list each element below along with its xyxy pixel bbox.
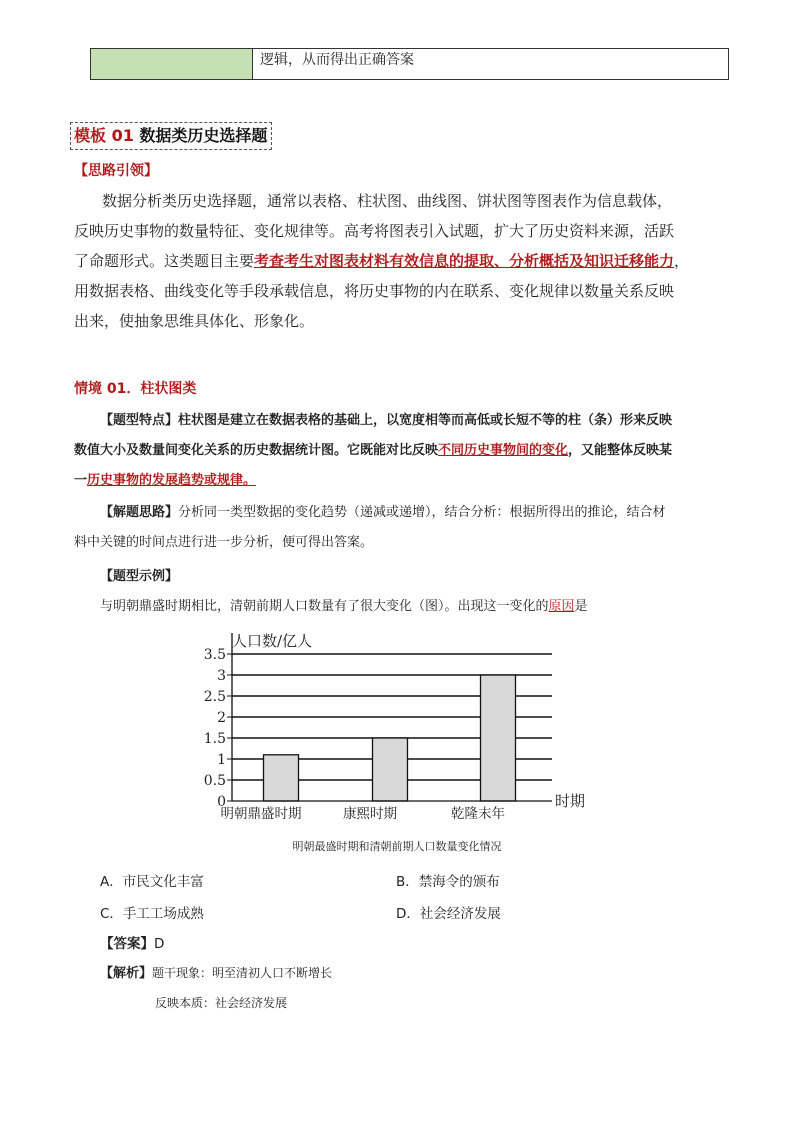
chart-bar (481, 675, 516, 801)
question-line: 与明朝鼎盛时期相比，清朝前期人口数量有了很大变化（图）。出现这一变化的 (100, 599, 549, 614)
chart-caption: 明朝最盛时期和清朝前期人口数量变化情况 (292, 840, 502, 853)
guide-paragraph (74, 186, 734, 336)
guide-line-5: 出来，使抽象思维具体化、形象化。 (74, 312, 315, 330)
template-name: 数据类历史选择题 (139, 126, 268, 145)
chart-bar (373, 738, 408, 801)
template-title (70, 122, 272, 150)
guide-header: 【思路引领】 (74, 163, 158, 179)
chart-y-tick-label: 2.5 (203, 689, 226, 705)
idea-label: 【解题思路】 (100, 505, 179, 520)
question-end: 是 (574, 599, 588, 614)
feature-line-2b: ，又能整体反映某 (568, 443, 673, 458)
guide-line-2: 反映历史事物的数量特征、变化规律等。高考将图表引入试题，扩大了历史资料来源，活跃 (74, 222, 675, 240)
feature-highlight-1: 不同历史事物间的变化 (438, 443, 569, 458)
feature-line-1: 柱状图是建立在数据表格的基础上，以宽度相等而高低或长短不等的柱（条）形来反映 (178, 413, 673, 428)
feature-paragraph (74, 406, 734, 496)
guide-highlight: 考查考生对图表材料有效信息的提取、分析概括及知识迁移能力 (254, 252, 675, 270)
question-text (100, 592, 588, 622)
chart-y-tick-label: 3.5 (203, 647, 226, 663)
idea-paragraph (74, 498, 734, 558)
idea-line-2: 料中关键的时间点进行进一步分析，便可得出答案。 (74, 535, 374, 550)
idea-line-1: 分析同一类型数据的变化趋势（递减或递增），结合分析：根据所得出的推论，结合材 (178, 505, 666, 520)
answer-table-fragment (90, 48, 729, 80)
feature-highlight-2: 历史事物的发展趋势或规律。 (87, 473, 257, 488)
chart-x-axis-label: 时期 (555, 792, 586, 810)
chart-x-categories (221, 805, 506, 822)
chart-y-axis-label: 人口数/亿人 (232, 632, 313, 650)
chart-y-tick-label: 3 (217, 668, 226, 684)
chart-y-tick-label: 1 (217, 752, 226, 768)
context-title: 情境 01．柱状图类 (74, 381, 197, 397)
option-a[interactable]: A．市民文化丰富 (100, 874, 204, 890)
analysis-line-2: 反映本质：社会经济发展 (155, 996, 288, 1010)
chart-y-tick-label: 1.5 (203, 731, 226, 747)
chart-y-tick-label: 0.5 (203, 773, 226, 789)
answer-label: 【答案】 (100, 936, 154, 952)
answer-value: D (154, 936, 165, 952)
analysis-line-1 (100, 962, 332, 981)
example-label: 【题型示例】 (100, 569, 179, 584)
option-d[interactable]: D．社会经济发展 (396, 906, 501, 922)
chart-category-label: 乾隆末年 (451, 806, 505, 822)
template-prefix: 模板 01 (74, 126, 134, 145)
chart-category-label: 康熙时期 (343, 806, 397, 822)
feature-line-2a: 数值大小及数量间变化关系的历史数据统计图。它既能对比反映 (74, 443, 439, 458)
feature-line-3a: 一 (74, 473, 88, 488)
guide-line-4: 用数据表格、曲线变化等手段承载信息，将历史事物的内在联系、变化规律以数量关系反映 (74, 282, 675, 300)
analysis-text-1: 题干现象：明至清初人口不断增长 (152, 966, 333, 980)
guide-line-3-text: 了命题形式。这类题目主要 (74, 252, 255, 270)
table-shaded-cell (91, 49, 253, 79)
analysis-label: 【解析】 (100, 966, 153, 981)
population-bar-chart (180, 625, 620, 830)
table-cell-text: 逻辑，从而得出正确答案 (260, 52, 414, 68)
chart-y-tick-label: 2 (217, 710, 226, 726)
guide-line-3-end: ， (674, 252, 690, 270)
feature-label: 【题型特点】 (100, 413, 179, 428)
chart-y-ticks (204, 647, 232, 810)
chart-bar (264, 755, 299, 801)
answer-line (100, 932, 164, 952)
chart-category-label: 明朝鼎盛时期 (220, 806, 302, 822)
chart-y-tick-label: 0 (217, 794, 226, 810)
guide-line-1: 数据分析类历史选择题，通常以表格、柱状图、曲线图、饼状图等图表作为信息载体， (102, 192, 673, 210)
guide-line-3 (74, 246, 734, 276)
option-b[interactable]: B．禁海令的颁布 (396, 874, 500, 890)
question-highlight: 原因 (548, 599, 575, 614)
option-c[interactable]: C．手工工场成熟 (100, 906, 204, 922)
